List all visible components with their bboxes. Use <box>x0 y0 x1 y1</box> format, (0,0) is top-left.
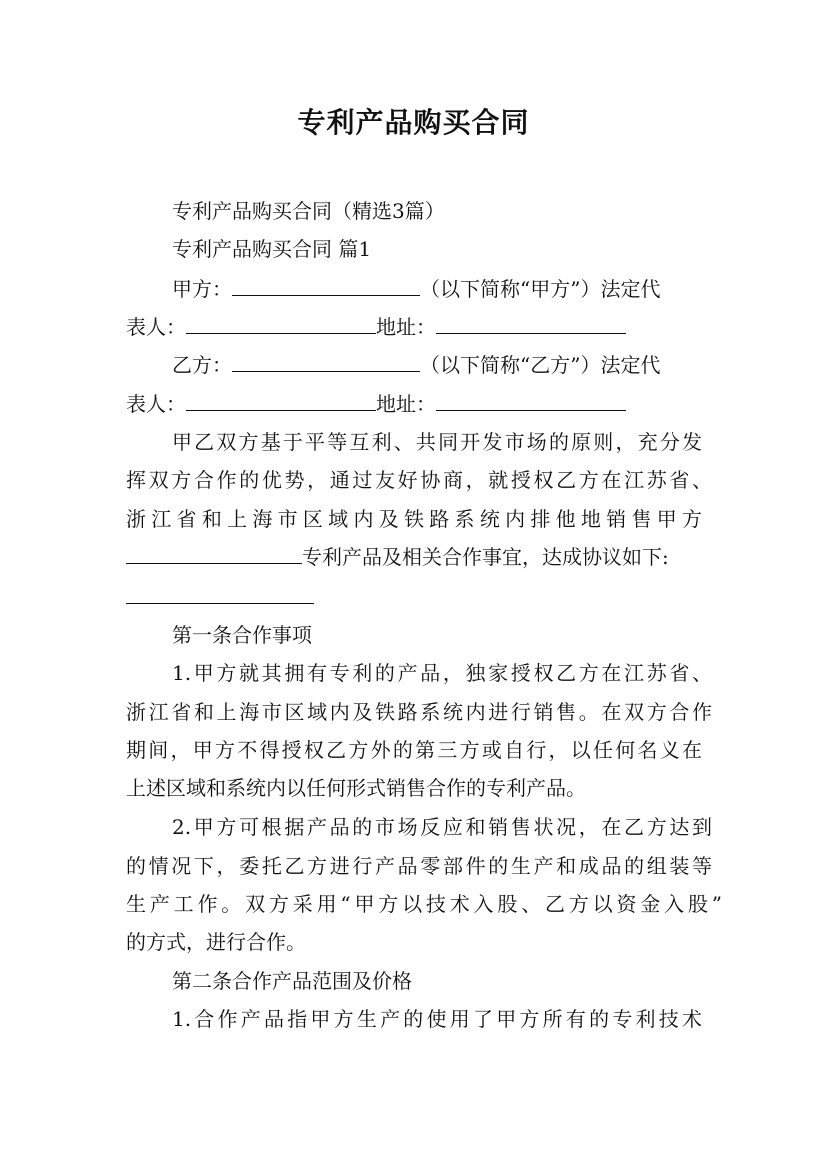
party-a-label: 甲方： <box>172 277 232 301</box>
product-blank <box>126 543 302 564</box>
address-blank <box>436 390 626 411</box>
rep-blank <box>186 313 376 334</box>
paragraph-line: 2.甲方可根据产品的市场反应和销售状况，在乙方达到 <box>172 815 712 839</box>
blank-line <box>126 582 314 612</box>
rep-label: 表人： <box>126 315 186 339</box>
article-heading: 第二条合作产品范围及价格 <box>172 969 412 993</box>
party-b-label: 乙方： <box>172 353 232 377</box>
section-heading: 专利产品购买合同 篇1 <box>172 237 372 261</box>
rep-label: 表人： <box>126 392 186 416</box>
paragraph-line: 1.合作产品指甲方生产的使用了甲方所有的专利技术 <box>172 1007 702 1031</box>
paragraph-line: 挥双方合作的优势，通过友好协商，就授权乙方在江苏省、 <box>126 468 712 492</box>
party-a-blank <box>232 275 420 296</box>
party-b-suffix: （以下简称“乙方”）法定代 <box>420 353 661 377</box>
paragraph-line: 的情况下，委托乙方进行产品零部件的生产和成品的组装等 <box>126 854 712 878</box>
paragraph-line: 1.甲方就其拥有专利的产品，独家授权乙方在江苏省、 <box>172 661 712 685</box>
rep-blank <box>186 390 376 411</box>
paragraph-line: 上述区域和系统内以任何形式销售合作的专利产品。 <box>126 776 586 800</box>
paragraph-text: 专利产品及相关合作事宜，达成协议如下: <box>302 545 669 569</box>
paragraph-line: 生产工作。双方采用“甲方以技术入股、乙方以资金入股” <box>126 892 722 916</box>
party-a-line <box>172 274 660 304</box>
party-b-blank <box>232 351 420 372</box>
agreement-blank <box>126 583 314 604</box>
address-label: 地址： <box>376 315 436 339</box>
article-heading: 第一条合作事项 <box>172 623 312 647</box>
party-b-line <box>172 350 660 380</box>
paragraph-line: 的方式，进行合作。 <box>126 930 306 954</box>
party-a-suffix: （以下简称“甲方”）法定代 <box>420 277 661 301</box>
address-label: 地址： <box>376 392 436 416</box>
paragraph-line: 浙江省和上海市区域内及铁路系统内排他地销售甲方 <box>126 507 702 531</box>
document-title: 专利产品购买合同 <box>297 106 530 139</box>
address-blank <box>436 313 626 334</box>
party-b-rep-line <box>126 389 626 419</box>
paragraph-line: 期间，甲方不得授权乙方外的第三方或自行，以任何名义在 <box>126 738 702 762</box>
subtitle-line: 专利产品购买合同（精选3篇） <box>172 199 445 223</box>
paragraph-line <box>126 542 669 572</box>
party-a-rep-line <box>126 312 626 342</box>
paragraph-line: 甲乙双方基于平等互利、共同开发市场的原则，充分发 <box>172 430 702 454</box>
paragraph-line: 浙江省和上海市区域内及铁路系统内进行销售。在双方合作 <box>126 700 712 724</box>
